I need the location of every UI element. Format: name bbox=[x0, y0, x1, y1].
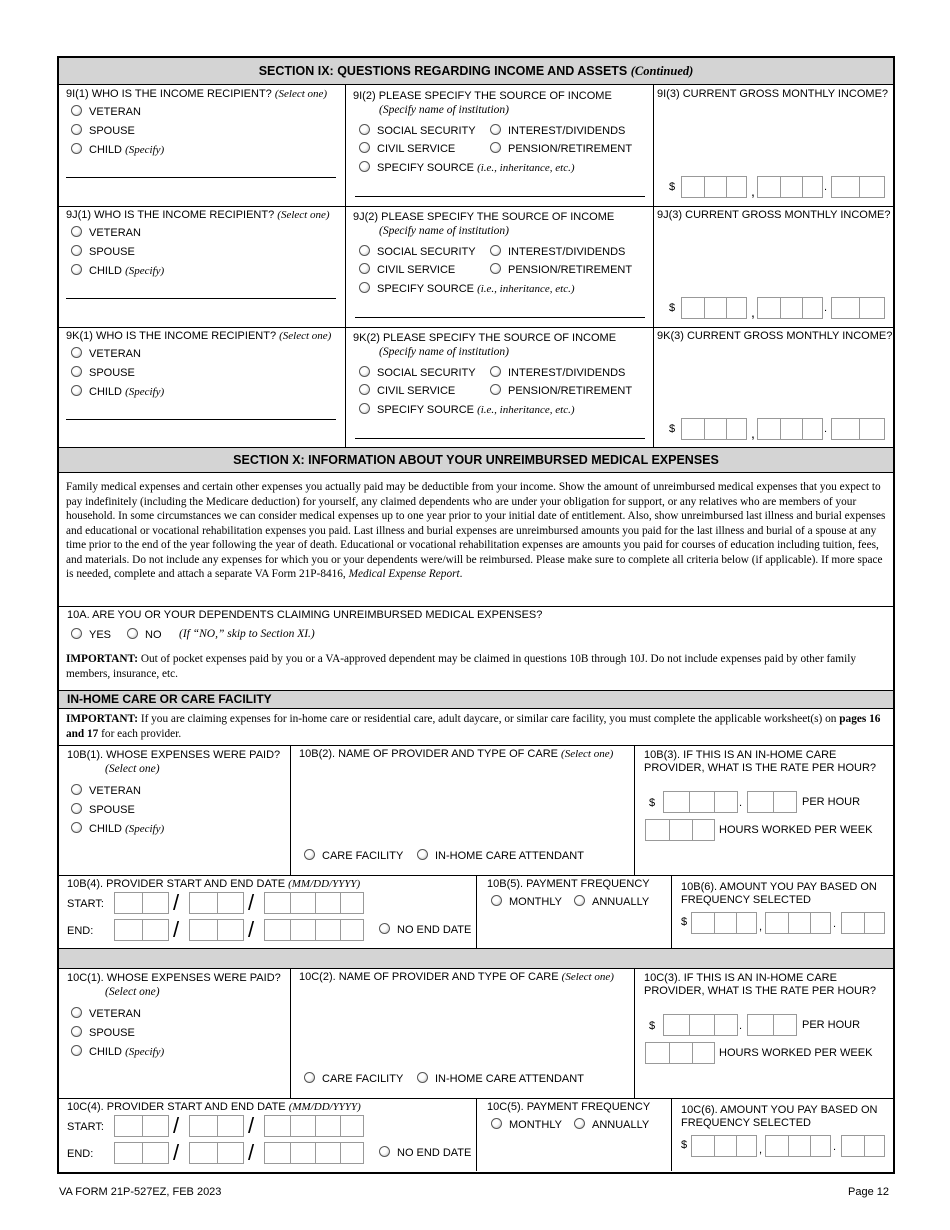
radio-icon[interactable] bbox=[71, 628, 82, 639]
recipient-spouse-option[interactable]: SPOUSE bbox=[71, 245, 135, 258]
source-pension-option[interactable]: PENSION/RETIREMENT bbox=[490, 142, 632, 155]
expense-child-option[interactable]: CHILD (Specify) bbox=[71, 822, 164, 835]
section-10-title: SECTION X: INFORMATION ABOUT YOUR UNREIMBURSED MEDICAL EXPENSES bbox=[233, 453, 719, 467]
radio-icon[interactable] bbox=[491, 895, 502, 906]
income-recipient-question: 9K(1) WHO IS THE INCOME RECIPIENT? (Select one) bbox=[66, 330, 332, 342]
form-page bbox=[57, 56, 895, 1174]
yes-label: YES bbox=[89, 629, 112, 641]
recipient-veteran-option[interactable]: VETERAN bbox=[71, 226, 141, 239]
care-facility-option[interactable]: CARE FACILITY bbox=[304, 849, 403, 862]
in-home-care-header: IN-HOME CARE OR CARE FACILITY bbox=[59, 690, 893, 709]
dollar-sign: $ bbox=[669, 302, 676, 314]
comma-separator: , bbox=[751, 425, 755, 441]
section-9-continued: (Continued) bbox=[630, 64, 694, 78]
recipient-spouse-option[interactable]: SPOUSE bbox=[71, 366, 135, 379]
income-source-question: 9K(2) PLEASE SPECIFY THE SOURCE OF INCOME bbox=[353, 332, 617, 344]
source-specify-option[interactable]: SPECIFY SOURCE (i.e., inheritance, etc.) bbox=[359, 282, 575, 295]
decimal-separator: . bbox=[833, 1141, 837, 1153]
recipient-spouse-option[interactable]: SPOUSE bbox=[71, 124, 135, 137]
no-label: NO bbox=[145, 629, 162, 641]
radio-icon[interactable] bbox=[379, 1146, 390, 1157]
intro-form-name: Medical Expense Report bbox=[348, 568, 460, 580]
footer-form-id: VA FORM 21P-527EZ, FEB 2023 bbox=[59, 1186, 222, 1198]
end-day-field[interactable] bbox=[189, 919, 244, 941]
radio-icon[interactable] bbox=[71, 124, 82, 135]
expense-veteran-option[interactable]: VETERAN bbox=[71, 1007, 141, 1020]
radio-icon[interactable] bbox=[417, 849, 428, 860]
radio-icon[interactable] bbox=[71, 1007, 82, 1018]
source-social-security-option[interactable]: SOCIAL SECURITY bbox=[359, 124, 476, 137]
radio-icon[interactable] bbox=[490, 124, 501, 135]
radio-icon[interactable] bbox=[71, 1026, 82, 1037]
start-year-field[interactable] bbox=[264, 892, 364, 914]
radio-icon[interactable] bbox=[574, 895, 585, 906]
10a-yes-option[interactable] bbox=[71, 628, 111, 641]
expense-child-option[interactable]: CHILD (Specify) bbox=[71, 1045, 164, 1058]
intro-end: . bbox=[459, 568, 463, 580]
amount-hundreds-field[interactable] bbox=[765, 1135, 831, 1157]
provider-name-question: 10C(2). NAME OF PROVIDER AND TYPE OF CARE (Select one) bbox=[299, 971, 614, 983]
dollar-sign: $ bbox=[669, 181, 676, 193]
source-interest-option[interactable]: INTEREST/DIVIDENDS bbox=[490, 245, 625, 258]
question-10a: 10A. ARE YOU OR YOUR DEPENDENTS CLAIMING UNREIMBURSED MEDICAL EXPENSES? bbox=[67, 609, 543, 621]
start-month-field[interactable] bbox=[114, 1115, 169, 1137]
radio-icon[interactable] bbox=[71, 366, 82, 377]
amount-thousands-field[interactable] bbox=[691, 912, 757, 934]
recipient-child-option[interactable]: CHILD (Specify) bbox=[71, 143, 164, 156]
section-10-header bbox=[59, 447, 893, 473]
child-specify-line[interactable] bbox=[66, 419, 336, 420]
income-hundreds-field[interactable] bbox=[757, 176, 823, 198]
income-thousands-field[interactable] bbox=[681, 418, 747, 440]
hours-per-week-field[interactable] bbox=[645, 1042, 715, 1064]
hourly-rate-question: 10C(3). IF THIS IS AN IN-HOME CARE PROVIDER, WHAT IS THE RATE PER HOUR? bbox=[644, 972, 877, 997]
radio-icon[interactable] bbox=[359, 366, 370, 377]
hours-per-week-label: HOURS WORKED PER WEEK bbox=[719, 824, 873, 836]
recipient-veteran-option[interactable]: VETERAN bbox=[71, 347, 141, 360]
source-pension-option[interactable]: PENSION/RETIREMENT bbox=[490, 263, 632, 276]
radio-icon[interactable] bbox=[71, 264, 82, 275]
income-recipient-question: 9I(1) WHO IS THE INCOME RECIPIENT? (Select one) bbox=[66, 88, 328, 100]
important2-pages: pages 16 and 17 bbox=[66, 713, 881, 740]
radio-icon[interactable] bbox=[490, 245, 501, 256]
comma-separator: , bbox=[759, 921, 763, 933]
income-thousands-field[interactable] bbox=[681, 176, 747, 198]
select-one-note: (Select one) bbox=[105, 763, 160, 775]
date-slash: / bbox=[173, 1140, 180, 1165]
end-year-field[interactable] bbox=[264, 919, 364, 941]
rate-cents-field[interactable] bbox=[747, 791, 797, 813]
child-specify-line[interactable] bbox=[66, 177, 336, 178]
end-month-field[interactable] bbox=[114, 1142, 169, 1164]
decimal-separator: . bbox=[824, 423, 828, 435]
radio-icon[interactable] bbox=[71, 803, 82, 814]
section-9-title: SECTION IX: QUESTIONS REGARDING INCOME AND ASSETS bbox=[258, 64, 628, 78]
dollar-sign: $ bbox=[669, 423, 676, 435]
source-specify-line[interactable] bbox=[355, 196, 645, 197]
radio-icon[interactable] bbox=[490, 384, 501, 395]
income-hundreds-field[interactable] bbox=[757, 297, 823, 319]
radio-icon[interactable] bbox=[359, 245, 370, 256]
radio-icon[interactable] bbox=[574, 1118, 585, 1129]
select-one-note: (Select one) bbox=[105, 986, 160, 998]
payment-frequency-question: 10B(5). PAYMENT FREQUENCY bbox=[487, 878, 650, 890]
start-date-label: START: bbox=[67, 1121, 104, 1133]
radio-icon[interactable] bbox=[71, 143, 82, 154]
comma-separator: , bbox=[751, 304, 755, 320]
source-civil-service-option[interactable]: CIVIL SERVICE bbox=[359, 384, 455, 397]
dollar-sign: $ bbox=[681, 916, 688, 928]
date-slash: / bbox=[248, 1113, 255, 1138]
hours-per-week-field[interactable] bbox=[645, 819, 715, 841]
recipient-child-option[interactable]: CHILD (Specify) bbox=[71, 385, 164, 398]
comma-separator: , bbox=[759, 1144, 763, 1156]
block-separator bbox=[59, 948, 893, 968]
frequency-annually-option[interactable]: ANNUALLY bbox=[574, 895, 649, 908]
income-thousands-field[interactable] bbox=[681, 297, 747, 319]
income-cents-field[interactable] bbox=[831, 297, 885, 319]
radio-icon[interactable] bbox=[71, 105, 82, 116]
source-specify-line[interactable] bbox=[355, 317, 645, 318]
decimal-separator: . bbox=[739, 1020, 743, 1032]
rate-dollars-field[interactable] bbox=[663, 1014, 738, 1036]
income-cents-field[interactable] bbox=[831, 418, 885, 440]
provider-name-question: 10B(2). NAME OF PROVIDER AND TYPE OF CARE (Select one) bbox=[299, 748, 614, 760]
date-slash: / bbox=[248, 1140, 255, 1165]
decimal-separator: . bbox=[824, 181, 828, 193]
date-slash: / bbox=[248, 890, 255, 915]
hourly-rate-question: 10B(3). IF THIS IS AN IN-HOME CARE PROVIDER, WHAT IS THE RATE PER HOUR? bbox=[644, 749, 877, 774]
date-slash: / bbox=[173, 1113, 180, 1138]
source-pension-option[interactable]: PENSION/RETIREMENT bbox=[490, 384, 632, 397]
important-label: IMPORTANT: bbox=[66, 653, 138, 665]
source-social-security-option[interactable]: SOCIAL SECURITY bbox=[359, 366, 476, 379]
dollar-sign: $ bbox=[649, 1020, 656, 1032]
source-specify-option[interactable]: SPECIFY SOURCE (i.e., inheritance, etc.) bbox=[359, 403, 575, 416]
per-hour-label: PER HOUR bbox=[802, 796, 861, 808]
date-slash: / bbox=[248, 917, 255, 942]
income-cents-field[interactable] bbox=[831, 176, 885, 198]
start-day-field[interactable] bbox=[189, 1115, 244, 1137]
radio-icon[interactable] bbox=[379, 923, 390, 934]
start-date-label: START: bbox=[67, 898, 104, 910]
radio-icon[interactable] bbox=[491, 1118, 502, 1129]
radio-icon[interactable] bbox=[304, 849, 315, 860]
provider-dates-question: 10C(4). PROVIDER START AND END DATE (MM/DD/YYYY) bbox=[67, 1101, 361, 1113]
income-source-subtext: (Specify name of institution) bbox=[379, 225, 509, 237]
radio-icon[interactable] bbox=[417, 1072, 428, 1083]
no-end-date-option[interactable]: NO END DATE bbox=[379, 923, 471, 936]
recipient-veteran-option[interactable]: VETERAN bbox=[71, 105, 141, 118]
radio-icon[interactable] bbox=[71, 822, 82, 833]
hours-per-week-label: HOURS WORKED PER WEEK bbox=[719, 1047, 873, 1059]
income-source-subtext: (Specify name of institution) bbox=[379, 346, 509, 358]
comma-separator: , bbox=[751, 183, 755, 199]
care-facility-option[interactable]: CARE FACILITY bbox=[304, 1072, 403, 1085]
date-slash: / bbox=[173, 917, 180, 942]
10a-no-option[interactable] bbox=[127, 628, 162, 641]
gross-income-question: 9J(3) CURRENT GROSS MONTHLY INCOME? bbox=[657, 209, 891, 221]
radio-icon[interactable] bbox=[490, 366, 501, 377]
end-month-field[interactable] bbox=[114, 919, 169, 941]
radio-icon[interactable] bbox=[71, 385, 82, 396]
amount-paid-question: 10C(6). AMOUNT YOU PAY BASED ON FREQUENCY SELECTED bbox=[681, 1104, 878, 1129]
footer-page-number: Page 12 bbox=[848, 1186, 889, 1198]
recipient-child-option[interactable]: CHILD (Specify) bbox=[71, 264, 164, 277]
end-day-field[interactable] bbox=[189, 1142, 244, 1164]
radio-icon[interactable] bbox=[71, 245, 82, 256]
source-social-security-option[interactable]: SOCIAL SECURITY bbox=[359, 245, 476, 258]
start-year-field[interactable] bbox=[264, 1115, 364, 1137]
per-hour-label: PER HOUR bbox=[802, 1019, 861, 1031]
radio-icon[interactable] bbox=[359, 384, 370, 395]
date-slash: / bbox=[173, 890, 180, 915]
payment-frequency-question: 10C(5). PAYMENT FREQUENCY bbox=[487, 1101, 651, 1113]
important2-text: If you are claiming expenses for in-home care or residential care, adult daycare, or similar care facility, you must complete the applicable worksheet(s) on bbox=[140, 713, 837, 725]
dollar-sign: $ bbox=[681, 1139, 688, 1151]
important-note-1 bbox=[66, 652, 888, 681]
source-interest-option[interactable]: INTEREST/DIVIDENDS bbox=[490, 124, 625, 137]
end-date-label: END: bbox=[67, 925, 94, 937]
important2-end: for each provider. bbox=[101, 727, 182, 740]
amount-thousands-field[interactable] bbox=[691, 1135, 757, 1157]
section-10-intro bbox=[66, 480, 888, 582]
no-end-date-option[interactable]: NO END DATE bbox=[379, 1146, 471, 1159]
income-recipient-question: 9J(1) WHO IS THE INCOME RECIPIENT? (Select one) bbox=[66, 209, 330, 221]
source-civil-service-option[interactable]: CIVIL SERVICE bbox=[359, 263, 455, 276]
decimal-separator: . bbox=[824, 302, 828, 314]
whose-expenses-question: 10C(1). WHOSE EXPENSES WERE PAID? bbox=[67, 972, 281, 984]
source-specify-option[interactable]: SPECIFY SOURCE (i.e., inheritance, etc.) bbox=[359, 161, 575, 174]
income-source-question: 9I(2) PLEASE SPECIFY THE SOURCE OF INCOME bbox=[353, 90, 612, 102]
in-home-attendant-option[interactable]: IN-HOME CARE ATTENDANT bbox=[417, 849, 584, 862]
frequency-annually-option[interactable]: ANNUALLY bbox=[574, 1118, 649, 1131]
expense-veteran-option[interactable]: VETERAN bbox=[71, 784, 141, 797]
expense-spouse-option[interactable]: SPOUSE bbox=[71, 1026, 135, 1039]
start-day-field[interactable] bbox=[189, 892, 244, 914]
radio-icon[interactable] bbox=[127, 628, 138, 639]
radio-icon[interactable] bbox=[71, 226, 82, 237]
end-year-field[interactable] bbox=[264, 1142, 364, 1164]
decimal-separator: . bbox=[833, 918, 837, 930]
source-interest-option[interactable]: INTEREST/DIVIDENDS bbox=[490, 366, 625, 379]
radio-icon[interactable] bbox=[359, 124, 370, 135]
radio-icon[interactable] bbox=[359, 282, 370, 293]
in-home-attendant-option[interactable]: IN-HOME CARE ATTENDANT bbox=[417, 1072, 584, 1085]
radio-icon[interactable] bbox=[71, 784, 82, 795]
child-specify-line[interactable] bbox=[66, 298, 336, 299]
provider-dates-question: 10B(4). PROVIDER START AND END DATE (MM/DD/YYYY) bbox=[67, 878, 361, 890]
frequency-monthly-option[interactable]: MONTHLY bbox=[491, 895, 562, 908]
start-month-field[interactable] bbox=[114, 892, 169, 914]
radio-icon[interactable] bbox=[359, 263, 370, 274]
income-source-question: 9J(2) PLEASE SPECIFY THE SOURCE OF INCOME bbox=[353, 211, 615, 223]
radio-icon[interactable] bbox=[359, 403, 370, 414]
source-civil-service-option[interactable]: CIVIL SERVICE bbox=[359, 142, 455, 155]
important-text: Out of pocket expenses paid by you or a VA-approved dependent may be claimed in questions 10B through 10J. Do not include expenses paid by other family members, insurance, etc. bbox=[66, 653, 857, 680]
amount-cents-field[interactable] bbox=[841, 912, 885, 934]
amount-paid-question: 10B(6). AMOUNT YOU PAY BASED ON FREQUENCY SELECTED bbox=[681, 881, 877, 906]
whose-expenses-question: 10B(1). WHOSE EXPENSES WERE PAID? bbox=[67, 749, 281, 761]
gross-income-question: 9K(3) CURRENT GROSS MONTHLY INCOME? bbox=[657, 330, 893, 342]
dollar-sign: $ bbox=[649, 797, 656, 809]
radio-icon[interactable] bbox=[490, 142, 501, 153]
radio-icon[interactable] bbox=[304, 1072, 315, 1083]
intro-text: Family medical expenses and certain other expenses you actually paid may be deductible from your income. Show the amount of unreimbursed medical expenses that you expect to pay indefinitely (including the Medicare deduction) for yourself, any claimed dependents who are under your obligation for support, or any relatives who are members of your household. In some circumstances we can consider medical expenses up to one year prior to your initial date of entitlement. Also, show unreimbursed last illness and burial expenses and educational or vocational rehabilitation expenses you paid. Last illness and burial expenses are unreimbursed amounts you paid for the last illness and burial of a spouse at any time prior to the end of the year following the year of death. Educational or vocational rehabilitation expenses are amounts you paid for courses of education including tuition, fees, and materials. Do not include any expenses for which you or your dependents were/will be reimbursed. Please make sure to complete all criteria below (if applicable). If more space is needed, complete and attach a separate VA Form 21P-8416, bbox=[66, 481, 886, 580]
expense-spouse-option[interactable]: SPOUSE bbox=[71, 803, 135, 816]
income-hundreds-field[interactable] bbox=[757, 418, 823, 440]
skip-note: (If “NO,” skip to Section XI.) bbox=[179, 628, 315, 640]
amount-hundreds-field[interactable] bbox=[765, 912, 831, 934]
end-date-label: END: bbox=[67, 1148, 94, 1160]
radio-icon[interactable] bbox=[359, 142, 370, 153]
decimal-separator: . bbox=[739, 797, 743, 809]
radio-icon[interactable] bbox=[490, 263, 501, 274]
income-source-subtext: (Specify name of institution) bbox=[379, 104, 509, 116]
radio-icon[interactable] bbox=[71, 1045, 82, 1056]
rate-dollars-field[interactable] bbox=[663, 791, 738, 813]
important-label: IMPORTANT: bbox=[66, 713, 138, 725]
gross-income-question: 9I(3) CURRENT GROSS MONTHLY INCOME? bbox=[657, 88, 889, 100]
rate-cents-field[interactable] bbox=[747, 1014, 797, 1036]
amount-cents-field[interactable] bbox=[841, 1135, 885, 1157]
frequency-monthly-option[interactable]: MONTHLY bbox=[491, 1118, 562, 1131]
important-note-2 bbox=[66, 712, 888, 741]
radio-icon[interactable] bbox=[71, 347, 82, 358]
source-specify-line[interactable] bbox=[355, 438, 645, 439]
radio-icon[interactable] bbox=[359, 161, 370, 172]
section-9-header bbox=[59, 58, 893, 85]
